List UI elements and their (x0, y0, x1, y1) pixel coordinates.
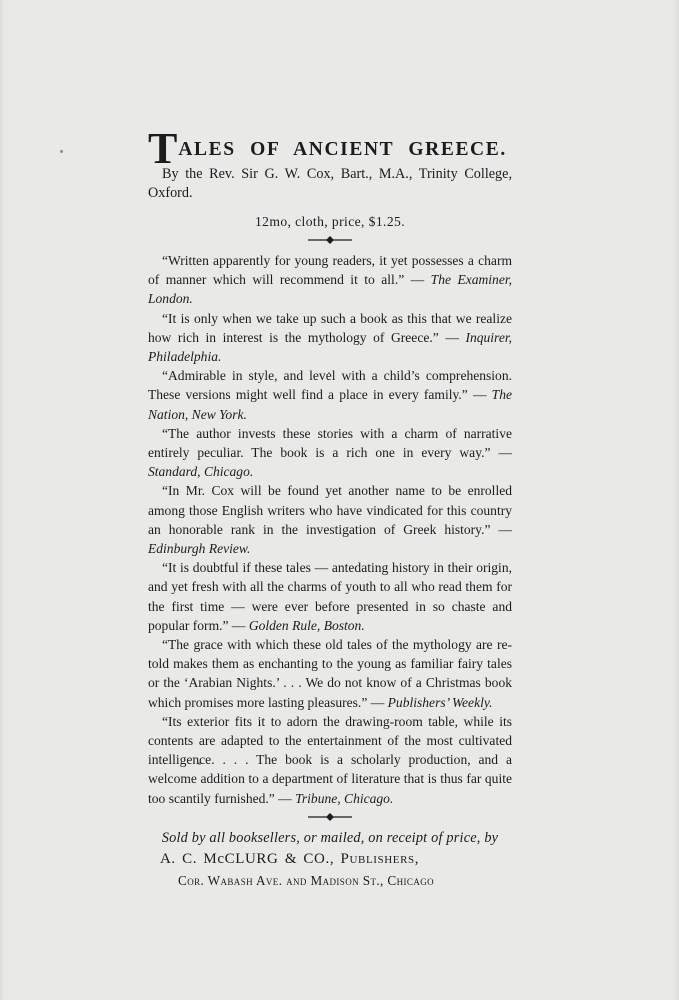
review-source: Publishers’ Weekly. (387, 694, 493, 710)
review-source: Tribune, Chicago. (295, 790, 394, 806)
review-quote (148, 558, 512, 635)
review-text: “The author invests these stories with a charm of narrative entirely peculiar. The book is a rich one in every way.” — (148, 425, 512, 461)
author-byline: By the Rev. Sir G. W. Cox, Bart., M.A., Trinity College, Oxford. (148, 166, 512, 201)
review-source: Standard, Chicago. (148, 464, 254, 480)
price-line: 12mo, cloth, price, $1.25. (254, 214, 406, 229)
sold-by-line: Sold by all booksellers, or mailed, on receipt of price, by (161, 829, 499, 846)
review-quote (148, 309, 512, 367)
review-quote (148, 251, 512, 309)
page-edge-right (673, 0, 679, 1000)
review-text: “Admirable in style, and level with a child’s comprehension. These versions might well find a place in every family.” — (148, 368, 512, 403)
review-text: “The grace with which these old tales of the mythology are re-told makes them as enchanting to the young as familiar fairy tales or the ‘Arabian Nights.’ . . . We do not know of a Christmas book which promises more lasting pleasures.” — (148, 637, 512, 710)
review-source: Inquirer, Philadelphia. (148, 329, 512, 365)
divider-ornament-bottom (306, 812, 354, 822)
review-source: Edinburgh Review. (148, 541, 251, 557)
review-source: Golden Rule, Boston. (248, 617, 365, 633)
publisher-address: Cor. Wabash Ave. and Madison St., Chicago (178, 872, 435, 888)
title-text: ALES OF ANCIENT GREECE. (178, 139, 507, 160)
review-quote (148, 635, 512, 712)
title-drop-cap: T (148, 124, 178, 173)
review-quote (148, 481, 512, 558)
publisher-name: A. C. McCLURG & CO., (160, 850, 341, 867)
publisher-line (148, 849, 512, 870)
review-text: “It is only when we take up such a book as this that we realize how rich in interest is the mythology of Greece.” — (148, 310, 512, 345)
review-text: “Its exterior fits it to adorn the drawing-room table, while its contents are adapted to the entertainment of the most cultivated intelligence. . . . The book is a scholarly production, and a welcome addition to a department of literature that is thus far quite too scantily furnished.” — (148, 713, 512, 806)
review-source: The Examiner, London. (148, 272, 512, 307)
publisher-role: Publishers, (340, 850, 420, 867)
review-source: The Nation, New York. (148, 387, 512, 422)
review-list (148, 251, 512, 808)
review-text: “Written apparently for young readers, it yet possesses a charm of manner which will recommend it to all.” — (148, 253, 512, 288)
divider-ornament-top (306, 235, 354, 245)
page-edge-left (0, 0, 6, 1000)
paper-speck (60, 150, 63, 153)
review-quote (148, 424, 512, 482)
review-quote (148, 712, 512, 808)
advertisement (148, 125, 512, 890)
review-text: “In Mr. Cox will be found yet another name to be enrolled among those English writers who have vindicated for this country an honorable rank in the investigation of Greek history.” — (148, 483, 512, 537)
review-text: “It is doubtful if these tales — antedating history in their origin, and yet fresh with all the charms of youth to all who read them for the first time — were ever before presented in so chaste and popular form.” — (148, 560, 512, 633)
book-title (148, 124, 512, 173)
review-quote (148, 366, 512, 424)
